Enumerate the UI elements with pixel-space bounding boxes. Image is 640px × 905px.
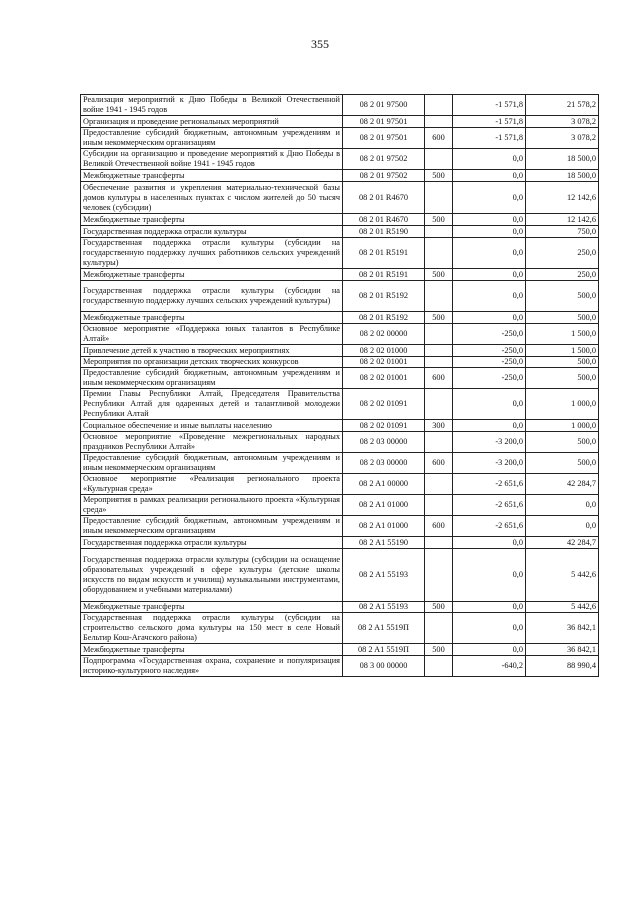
row-total: 36 842,1	[526, 644, 599, 656]
table-row	[81, 420, 599, 432]
row-name: Предоставление субсидий бюджетным, автономным учреждениям и иным некоммерческим организациям	[81, 453, 343, 474]
table-row	[81, 238, 599, 269]
row-change: 0,0	[453, 537, 526, 549]
row-code: 08 2 02 01000	[343, 345, 425, 357]
page-number: 355	[311, 37, 329, 51]
row-total: 250,0	[526, 269, 599, 281]
row-change: 0,0	[453, 644, 526, 656]
row-expense-type	[425, 474, 453, 495]
row-code: 08 2 A1 55190	[343, 537, 425, 549]
row-change: 0,0	[453, 602, 526, 613]
row-code: 08 2 03 00000	[343, 432, 425, 453]
row-total: 1 000,0	[526, 420, 599, 432]
row-code: 08 2 01 R5191	[343, 238, 425, 269]
row-total: 0,0	[526, 516, 599, 537]
row-change: 0,0	[453, 312, 526, 324]
table-row	[81, 269, 599, 281]
table-row	[81, 357, 599, 368]
row-total: 500,0	[526, 368, 599, 389]
row-change: 0,0	[453, 226, 526, 238]
row-code: 08 2 A1 55193	[343, 602, 425, 613]
row-expense-type	[425, 116, 453, 128]
row-change: 0,0	[453, 389, 526, 420]
row-expense-type: 500	[425, 269, 453, 281]
row-total: 0,0	[526, 495, 599, 516]
row-expense-type: 500	[425, 214, 453, 226]
row-name: Основное мероприятие «Проведение межрегиональных народных праздников Республики Алтай»	[81, 432, 343, 453]
row-total: 500,0	[526, 357, 599, 368]
row-expense-type	[425, 182, 453, 214]
row-name: Основное мероприятие «Поддержка юных талантов в Республике Алтай»	[81, 324, 343, 345]
row-expense-type	[425, 537, 453, 549]
row-expense-type	[425, 656, 453, 677]
row-name: Межбюджетные трансферты	[81, 214, 343, 226]
row-change: 0,0	[453, 613, 526, 644]
budget-table-body	[81, 95, 599, 677]
row-change: -250,0	[453, 324, 526, 345]
row-expense-type: 600	[425, 453, 453, 474]
row-expense-type	[425, 149, 453, 170]
row-change: 0,0	[453, 214, 526, 226]
row-name: Обеспечение развития и укрепления материально-технической базы домов культуры в населенных пунктах с числом жителей до 50 тысяч человек (субсидии)	[81, 182, 343, 214]
row-total: 750,0	[526, 226, 599, 238]
table-row	[81, 182, 599, 214]
row-total: 500,0	[526, 432, 599, 453]
table-row	[81, 613, 599, 644]
row-name: Реализация мероприятий к Дню Победы в Великой Отечественной войне 1941 - 1945 годов	[81, 95, 343, 116]
row-change: -1 571,8	[453, 95, 526, 116]
row-code: 08 2 01 R5190	[343, 226, 425, 238]
table-row	[81, 602, 599, 613]
row-name: Предоставление субсидий бюджетным, автономным учреждениям и иным некоммерческим организациям	[81, 128, 343, 149]
table-row	[81, 432, 599, 453]
budget-table	[80, 94, 599, 677]
row-total: 3 078,2	[526, 116, 599, 128]
row-name: Основное мероприятие «Реализация регионального проекта «Культурная среда»	[81, 474, 343, 495]
table-row	[81, 644, 599, 656]
row-expense-type	[425, 495, 453, 516]
row-name: Государственная поддержка отрасли культуры (субсидии на государственную поддержку лучших работников сельских учреждений культуры)	[81, 238, 343, 269]
row-expense-type	[425, 389, 453, 420]
row-change: -2 651,6	[453, 495, 526, 516]
row-expense-type: 500	[425, 312, 453, 324]
row-expense-type	[425, 281, 453, 312]
row-total: 12 142,6	[526, 214, 599, 226]
row-name: Премии Главы Республики Алтай, Председателя Правительства Республики Алтай для одаренных детей и талантливой молодежи Республики Алтай	[81, 389, 343, 420]
row-expense-type	[425, 238, 453, 269]
row-total: 3 078,2	[526, 128, 599, 149]
row-change: -1 571,8	[453, 128, 526, 149]
row-code: 08 2 01 R5192	[343, 312, 425, 324]
row-name: Государственная поддержка отрасли культуры	[81, 537, 343, 549]
table-row	[81, 95, 599, 116]
row-change: -3 200,0	[453, 453, 526, 474]
row-name: Мероприятия по организации детских творческих конкурсов	[81, 357, 343, 368]
row-name: Государственная поддержка отрасли культуры (субсидии на государственную поддержку лучших сельских учреждений культуры)	[81, 281, 343, 312]
row-total: 1 500,0	[526, 345, 599, 357]
row-expense-type	[425, 324, 453, 345]
row-name: Социальное обеспечение и иные выплаты населению	[81, 420, 343, 432]
row-code: 08 2 01 97500	[343, 95, 425, 116]
row-name: Организация и проведение региональных мероприятий	[81, 116, 343, 128]
row-total: 88 990,4	[526, 656, 599, 677]
table-row	[81, 226, 599, 238]
row-total: 42 284,7	[526, 537, 599, 549]
row-code: 08 2 A1 01000	[343, 516, 425, 537]
row-code: 08 2 01 R4670	[343, 214, 425, 226]
row-code: 08 2 A1 5519П	[343, 644, 425, 656]
row-name: Межбюджетные трансферты	[81, 269, 343, 281]
row-change: 0,0	[453, 281, 526, 312]
row-total: 36 842,1	[526, 613, 599, 644]
row-name: Межбюджетные трансферты	[81, 170, 343, 182]
row-name: Подпрограмма «Государственная охрана, сохранение и популяризация историко-культурного наследия»	[81, 656, 343, 677]
row-name: Предоставление субсидий бюджетным, автономным учреждениям и иным некоммерческим организациям	[81, 516, 343, 537]
row-change: 0,0	[453, 182, 526, 214]
row-code: 08 2 02 01001	[343, 368, 425, 389]
row-change: 0,0	[453, 269, 526, 281]
table-row	[81, 214, 599, 226]
row-name: Субсидии на организацию и проведение мероприятий к Дню Победы в Великой Отечественной войне 1941 - 1945 годов	[81, 149, 343, 170]
table-row	[81, 324, 599, 345]
table-row	[81, 495, 599, 516]
table-row	[81, 549, 599, 602]
row-expense-type: 500	[425, 170, 453, 182]
row-name: Межбюджетные трансферты	[81, 312, 343, 324]
row-expense-type: 600	[425, 368, 453, 389]
row-total: 1 000,0	[526, 389, 599, 420]
table-row	[81, 170, 599, 182]
row-code: 08 2 01 97502	[343, 170, 425, 182]
row-total: 500,0	[526, 281, 599, 312]
row-change: 0,0	[453, 170, 526, 182]
row-change: -3 200,0	[453, 432, 526, 453]
row-expense-type	[425, 549, 453, 602]
row-expense-type: 500	[425, 644, 453, 656]
row-name: Предоставление субсидий бюджетным, автономным учреждениям и иным некоммерческим организациям	[81, 368, 343, 389]
table-row	[81, 281, 599, 312]
row-name: Государственная поддержка отрасли культуры (субсидии на строительство сельского дома культуры на 150 мест в селе Новый Бельтир Кош-Агачского района)	[81, 613, 343, 644]
row-code: 08 2 01 97501	[343, 116, 425, 128]
row-total: 1 500,0	[526, 324, 599, 345]
row-total: 18 500,0	[526, 170, 599, 182]
row-change: -250,0	[453, 357, 526, 368]
row-expense-type	[425, 357, 453, 368]
row-code: 08 2 01 97502	[343, 149, 425, 170]
row-code: 08 2 A1 55193	[343, 549, 425, 602]
row-name: Привлечение детей к участию в творческих мероприятиях	[81, 345, 343, 357]
row-code: 08 2 01 R5191	[343, 269, 425, 281]
table-row	[81, 389, 599, 420]
table-row	[81, 656, 599, 677]
row-change: -640,2	[453, 656, 526, 677]
row-code: 08 2 A1 00000	[343, 474, 425, 495]
table-row	[81, 537, 599, 549]
table-row	[81, 474, 599, 495]
row-code: 08 3 00 00000	[343, 656, 425, 677]
row-expense-type: 600	[425, 128, 453, 149]
row-code: 08 2 02 00000	[343, 324, 425, 345]
table-row	[81, 453, 599, 474]
row-name: Межбюджетные трансферты	[81, 602, 343, 613]
row-change: -250,0	[453, 345, 526, 357]
row-expense-type	[425, 613, 453, 644]
row-change: -2 651,6	[453, 516, 526, 537]
row-total: 500,0	[526, 453, 599, 474]
row-code: 08 2 02 01001	[343, 357, 425, 368]
row-name: Государственная поддержка отрасли культуры (субсидии на оснащение образовательных учреждений в сфере культуры (детские школы искусств по видам искусств и училищ) музыкальными инструментами, оборудованием и учебными материалами)	[81, 549, 343, 602]
row-expense-type: 300	[425, 420, 453, 432]
row-total: 18 500,0	[526, 149, 599, 170]
row-change: 0,0	[453, 549, 526, 602]
table-row	[81, 116, 599, 128]
row-change: -1 571,8	[453, 116, 526, 128]
row-expense-type	[425, 95, 453, 116]
row-code: 08 2 03 00000	[343, 453, 425, 474]
row-code: 08 2 01 R5192	[343, 281, 425, 312]
row-code: 08 2 01 97501	[343, 128, 425, 149]
row-expense-type	[425, 432, 453, 453]
row-expense-type	[425, 226, 453, 238]
row-code: 08 2 A1 01000	[343, 495, 425, 516]
row-change: -2 651,6	[453, 474, 526, 495]
row-change: 0,0	[453, 238, 526, 269]
row-total: 500,0	[526, 312, 599, 324]
row-code: 08 2 A1 5519П	[343, 613, 425, 644]
table-row	[81, 516, 599, 537]
row-expense-type: 500	[425, 602, 453, 613]
row-total: 21 578,2	[526, 95, 599, 116]
row-change: 0,0	[453, 149, 526, 170]
row-change: -250,0	[453, 368, 526, 389]
row-code: 08 2 02 01091	[343, 420, 425, 432]
table-row	[81, 312, 599, 324]
row-total: 42 284,7	[526, 474, 599, 495]
row-expense-type	[425, 345, 453, 357]
row-change: 0,0	[453, 420, 526, 432]
row-name: Государственная поддержка отрасли культуры	[81, 226, 343, 238]
row-expense-type: 600	[425, 516, 453, 537]
table-row	[81, 128, 599, 149]
row-code: 08 2 02 01091	[343, 389, 425, 420]
row-code: 08 2 01 R4670	[343, 182, 425, 214]
table-row	[81, 368, 599, 389]
table-row	[81, 149, 599, 170]
row-total: 5 442,6	[526, 549, 599, 602]
row-total: 250,0	[526, 238, 599, 269]
row-total: 5 442,6	[526, 602, 599, 613]
row-name: Мероприятия в рамках реализации регионального проекта «Культурная среда»	[81, 495, 343, 516]
table-row	[81, 345, 599, 357]
row-total: 12 142,6	[526, 182, 599, 214]
row-name: Межбюджетные трансферты	[81, 644, 343, 656]
